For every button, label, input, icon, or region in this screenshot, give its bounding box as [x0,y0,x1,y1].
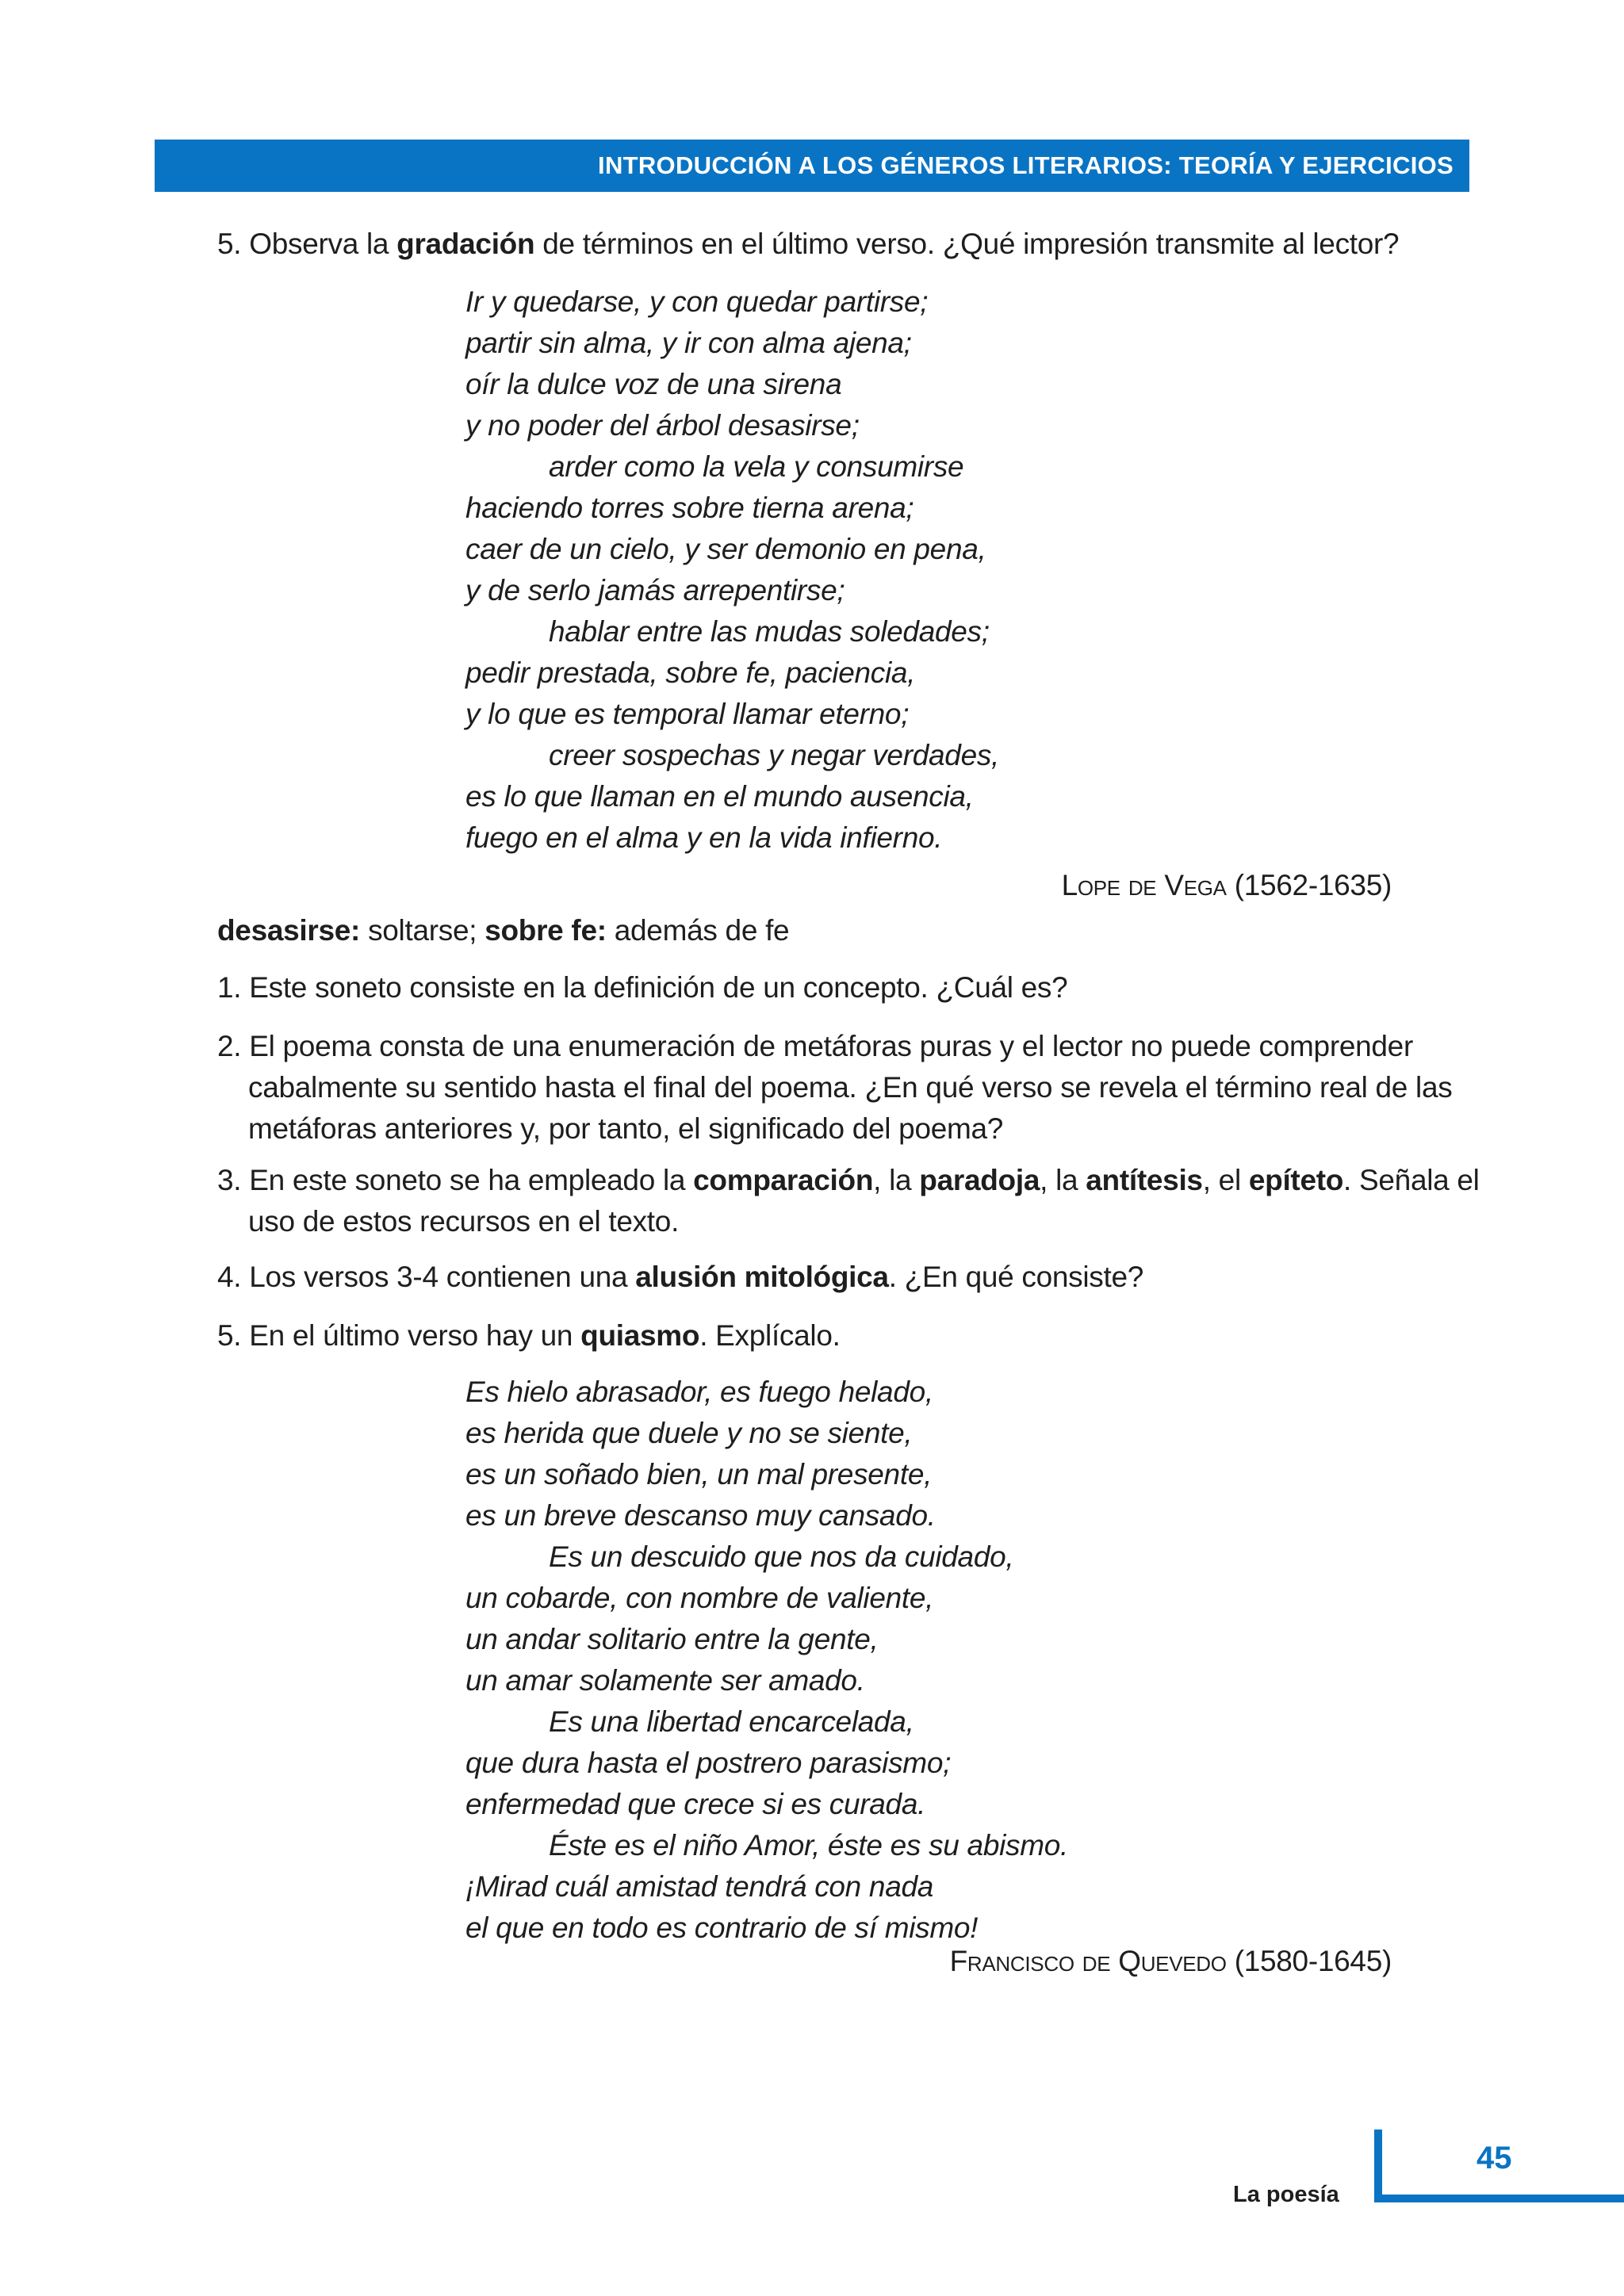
question-2 [217,1026,1506,1150]
poem-line: y lo que es temporal llamar eterno; [465,698,910,730]
poem-line: un andar solitario entre la gente, [465,1623,879,1655]
author-name: Lope de Vega [1061,869,1227,901]
poem-line: es un soñado bien, un mal presente, [465,1458,933,1490]
poem-line: y de serlo jamás arrepentirse; [465,574,845,607]
question-bold-term: alusión mitológica [635,1261,889,1293]
poem-line: partir sin alma, y ir con alma ajena; [465,327,912,359]
author-years: (1580-1645) [1234,1945,1392,1977]
poem-line: es herida que duele y no se siente, [465,1417,913,1449]
poem-line: haciendo torres sobre tierna arena; [465,492,914,524]
intro-question-number: 5. [217,228,242,260]
poem-line: Ir y quedarse, y con quedar partirse; [465,285,929,318]
intro-question [217,224,1399,265]
poem-line: Es un descuido que nos da cuidado, [549,1540,1014,1573]
question-text: Los versos 3-4 contienen una [249,1261,628,1293]
question-number: 1. [217,971,242,1004]
poem-quevedo-author [950,1945,1392,1978]
footer-bracket-horizontal [1374,2195,1624,2202]
poem-line: hablar entre las mudas soledades; [549,615,990,648]
question-bold-term: paradoja [919,1164,1040,1196]
intro-question-bold: gradación [396,228,535,260]
poem-line: Éste es el niño Amor, éste es su abismo. [549,1829,1069,1862]
question-text: El poema consta de una enumeración de metáforas puras y el lector no puede comprender cabalmente su sentido hasta el final del poema. ¿En qué verso se revela el término real de las metáforas anteriores y, por tanto, el significado del poema? [248,1030,1453,1145]
question-text: . Explícalo. [699,1319,841,1352]
poem-lope [465,281,999,859]
poem-quevedo [465,1372,1068,1949]
page-number: 45 [1477,2141,1512,2175]
question-bold-term: antítesis [1086,1164,1203,1196]
poem-line: y no poder del árbol desasirse; [465,409,860,442]
question-number: 5. [217,1319,242,1352]
question-text: . Señala el uso de estos recursos en el texto. [248,1164,1480,1238]
glossary-term: desasirse: [217,914,361,947]
poem-line: un cobarde, con nombre de valiente, [465,1582,934,1614]
footer-bracket-vertical [1374,2130,1382,2201]
poem-line: creer sospechas y negar verdades, [549,739,1000,771]
header-title: INTRODUCCIÓN A LOS GÉNEROS LITERARIOS: TEORÍA Y EJERCICIOS [598,151,1454,179]
question-text: En este soneto se ha empleado la [249,1164,686,1196]
intro-question-post: de términos en el último verso. ¿Qué impresión transmite al lector? [542,228,1400,260]
poem-line: es un breve descanso muy cansado. [465,1499,936,1532]
poem-line: caer de un cielo, y ser demonio en pena, [465,533,986,565]
question-text: , la [873,1164,912,1196]
poem-line: arder como la vela y consumirse [549,450,964,483]
author-years: (1562-1635) [1234,869,1392,901]
poem-line: que dura hasta el postrero parasismo; [465,1747,952,1779]
header-bar [155,140,1469,192]
question-text: , la [1040,1164,1078,1196]
glossary [217,910,789,951]
poem-line: pedir prestada, sobre fe, paciencia, [465,656,916,689]
poem-line: Es hielo abrasador, es fuego helado, [465,1376,933,1408]
question-text: En el último verso hay un [249,1319,573,1352]
glossary-definition: soltarse; [368,914,477,947]
question-1 [217,967,1506,1008]
poem-line: ¡Mirad cuál amistad tendrá con nada [465,1870,934,1903]
poem-line: fuego en el alma y en la vida infierno. [465,821,943,854]
question-5 [217,1315,841,1357]
question-text: . ¿En qué consiste? [888,1261,1144,1293]
poem-line: el que en todo es contrario de sí mismo! [465,1911,979,1944]
question-number: 2. [217,1030,242,1062]
question-number: 4. [217,1261,242,1293]
question-bold-term: comparación [693,1164,874,1196]
question-3 [217,1160,1506,1242]
footer-section-name: La poesía [1233,2182,1339,2207]
question-4 [217,1257,1143,1298]
glossary-definition: además de fe [614,914,790,947]
glossary-term: sobre fe: [485,914,607,947]
poem-line: Es una libertad encarcelada, [549,1705,914,1738]
author-name: Francisco de Quevedo [949,1945,1227,1977]
poem-line: un amar solamente ser amado. [465,1664,865,1697]
question-bold-term: quiasmo [580,1319,700,1352]
question-text: , el [1202,1164,1241,1196]
intro-question-pre: Observa la [249,228,389,260]
poem-line: es lo que llaman en el mundo ausencia, [465,780,974,813]
question-bold-term: epíteto [1248,1164,1344,1196]
poem-line: oír la dulce voz de una sirena [465,368,842,400]
poem-line: enfermedad que crece si es curada. [465,1788,926,1820]
poem-lope-author [1062,869,1392,902]
question-number: 3. [217,1164,242,1196]
question-text: Este soneto consiste en la definición de un concepto. ¿Cuál es? [249,971,1068,1004]
